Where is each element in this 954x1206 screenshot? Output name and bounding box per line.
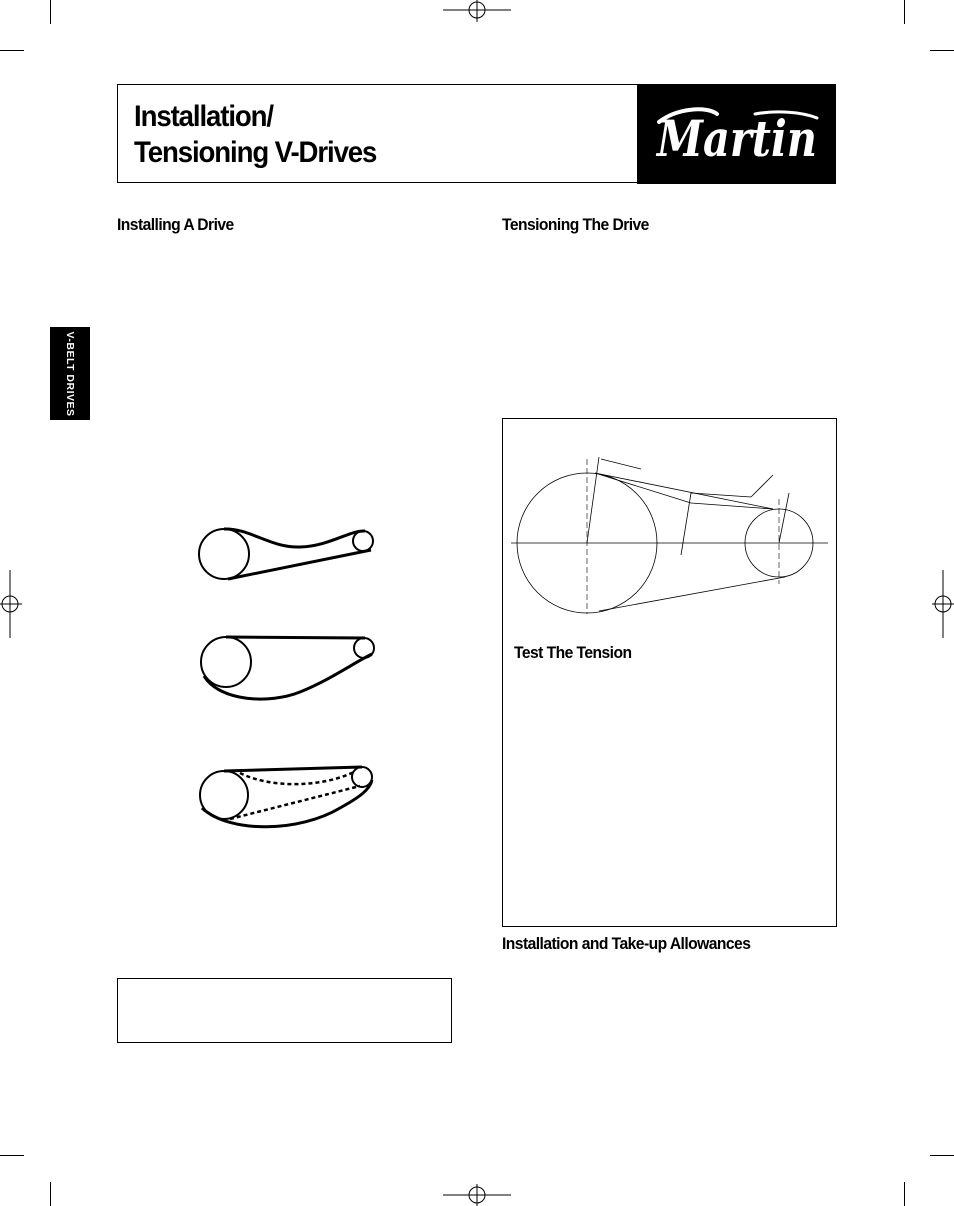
tensioning-the-drive-heading: Tensioning The Drive xyxy=(502,215,649,234)
crop-mark-bottom-right-h xyxy=(930,1155,954,1156)
installing-a-drive-heading: Installing A Drive xyxy=(117,215,234,234)
page-title xyxy=(134,99,376,171)
registration-mark-left xyxy=(0,570,24,638)
martin-logo xyxy=(637,84,836,184)
side-tab-label: V-BELT DRIVES xyxy=(64,330,76,417)
tension-figure-box xyxy=(502,418,837,927)
installation-take-up-allowances-heading: Installation and Take-up Allowances xyxy=(502,934,751,953)
belt-install-diagram-3 xyxy=(190,758,390,838)
crop-mark-top-right-h xyxy=(930,50,954,51)
crop-mark-top-left-v xyxy=(50,0,51,24)
tension-geometry-diagram xyxy=(503,419,836,619)
registration-mark-top xyxy=(443,0,511,24)
registration-mark-bottom xyxy=(443,1182,511,1206)
test-the-tension-heading: Test The Tension xyxy=(514,643,632,662)
registration-mark-right xyxy=(930,570,954,638)
page-title-line-2: Tensioning V-Drives xyxy=(134,136,377,169)
belt-install-diagram-1 xyxy=(190,520,390,590)
crop-mark-top-right-v xyxy=(904,0,905,24)
belt-install-diagram-2 xyxy=(190,632,390,707)
martin-logo-text: Martin xyxy=(655,109,817,168)
crop-mark-top-left-h xyxy=(0,50,24,51)
crop-mark-bottom-left-h xyxy=(0,1155,24,1156)
martin-logo-script xyxy=(637,84,836,184)
note-box xyxy=(117,978,452,1043)
header-box xyxy=(117,84,836,183)
crop-mark-bottom-left-v xyxy=(50,1182,51,1206)
crop-mark-bottom-right-v xyxy=(904,1182,905,1206)
page-title-line-1: Installation/ xyxy=(134,100,274,133)
side-tab xyxy=(50,327,90,420)
